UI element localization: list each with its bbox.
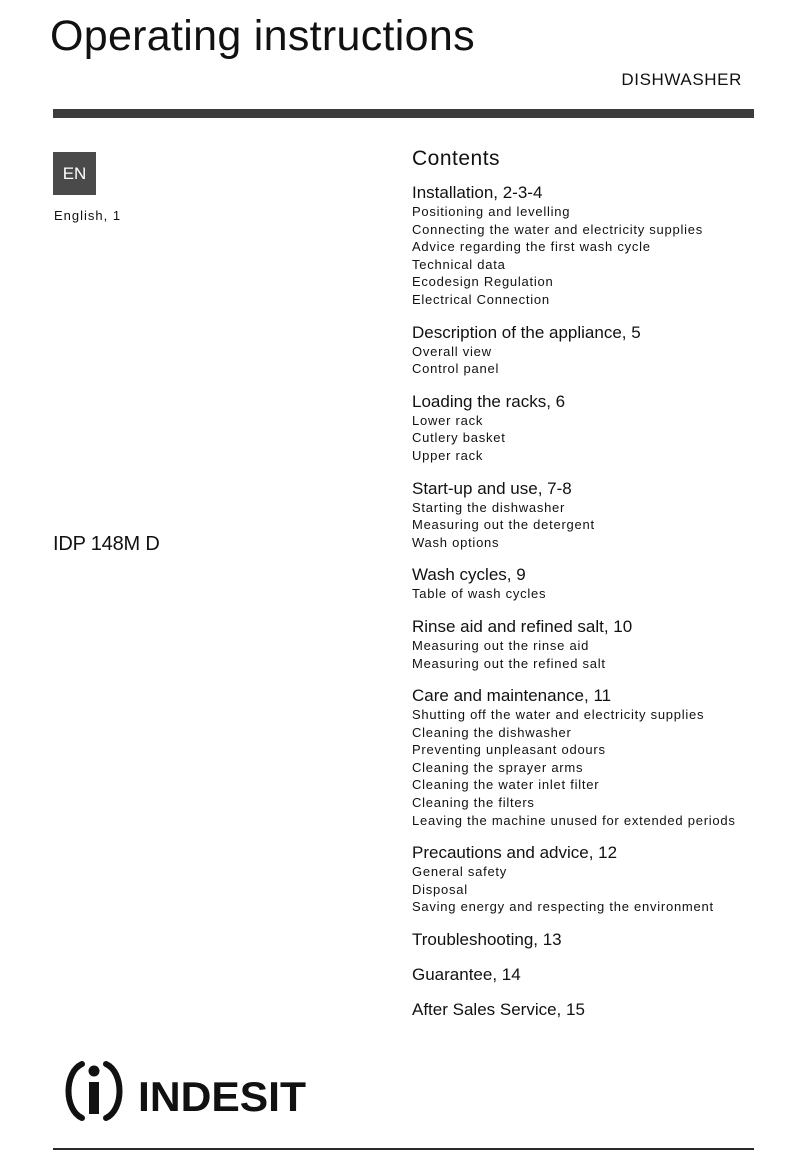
contents-subsection-item: Measuring out the refined salt — [412, 655, 606, 671]
contents-section-title: Guarantee, 14 — [412, 965, 521, 985]
contents-subsection-item: Shutting off the water and electricity supplies — [412, 707, 705, 723]
contents-section-title: Rinse aid and refined salt, 10 — [412, 616, 633, 636]
contents-subsection-list — [412, 637, 757, 672]
model-number: IDP 148M D — [53, 533, 160, 555]
contents-subsection-list — [412, 585, 757, 603]
contents-subsection-list — [412, 412, 757, 465]
contents-subsection-item: Advice regarding the first wash cycle — [412, 239, 651, 255]
contents-subsection-item: Disposal — [412, 881, 468, 897]
document-title: Operating instructions — [50, 12, 475, 60]
contents-subsection-item: Table of wash cycles — [412, 586, 547, 602]
contents-subsection-item: Technical data — [412, 256, 506, 272]
contents-section-title: Care and maintenance, 11 — [412, 686, 612, 706]
footer-divider — [53, 1148, 754, 1150]
contents-section — [412, 182, 757, 309]
contents-subsection-list — [412, 203, 757, 309]
contents-section — [412, 616, 757, 672]
contents-subsection-item: Starting the dishwasher — [412, 499, 566, 515]
contents-subsection-list — [412, 343, 757, 378]
contents-section-title: Loading the racks, 6 — [412, 391, 566, 411]
contents-section — [412, 478, 757, 552]
contents-section-title: Precautions and advice, 12 — [412, 843, 618, 863]
contents-subsection-item: Cleaning the water inlet filter — [412, 777, 600, 793]
contents-subsection-item: Cleaning the filters — [412, 795, 535, 811]
contents-section-title: Description of the appliance, 5 — [412, 322, 641, 342]
contents-subsection-item: Lower rack — [412, 412, 484, 428]
contents-section-title: Installation, 2-3-4 — [412, 183, 543, 202]
indesit-logo-stem-icon — [89, 1082, 99, 1114]
contents-section-title: Wash cycles, 9 — [412, 565, 526, 585]
contents-subsection-list — [412, 863, 757, 916]
contents-subsection-item: Overall view — [412, 343, 492, 359]
contents-section — [412, 929, 757, 950]
contents-subsection-list — [412, 706, 757, 829]
contents-subsection-item: Leaving the machine unused for extended periods — [412, 812, 736, 828]
contents-section — [412, 391, 757, 465]
language-page-reference: English, 1 — [54, 208, 122, 223]
contents-section — [412, 842, 757, 916]
contents-subsection-item: Saving energy and respecting the environment — [412, 899, 714, 915]
contents-section-title: Start-up and use, 7-8 — [412, 478, 572, 498]
contents-subsection-item: Measuring out the detergent — [412, 517, 595, 533]
contents-subsection-item: Measuring out the rinse aid — [412, 637, 590, 653]
contents-section — [412, 564, 757, 603]
header-divider — [53, 109, 754, 118]
contents-subsection-item: Cleaning the sprayer arms — [412, 759, 584, 775]
contents-subsection-item: Preventing unpleasant odours — [412, 742, 606, 758]
contents-sections — [412, 182, 757, 1020]
contents-section — [412, 322, 757, 378]
contents-subsection-item: Upper rack — [412, 447, 484, 463]
indesit-logo-dot-icon — [89, 1066, 100, 1077]
language-badge: EN — [53, 152, 96, 195]
contents-subsection-item: Ecodesign Regulation — [412, 274, 554, 290]
table-of-contents — [412, 146, 757, 1034]
contents-subsection-list — [412, 499, 757, 552]
contents-subsection-item: Control panel — [412, 361, 500, 377]
contents-section — [412, 964, 757, 985]
contents-subsection-item: General safety — [412, 864, 508, 880]
document-subtitle: DISHWASHER — [621, 70, 742, 89]
brand-wordmark: INDESIT — [138, 1073, 307, 1120]
contents-subsection-item: Connecting the water and electricity supplies — [412, 221, 704, 237]
contents-section — [412, 999, 757, 1020]
indesit-logo — [60, 1058, 310, 1124]
contents-section — [412, 685, 757, 829]
contents-section-title: After Sales Service, 15 — [412, 1000, 585, 1020]
contents-subsection-item: Positioning and levelling — [412, 204, 571, 219]
contents-heading: Contents — [412, 147, 501, 170]
contents-subsection-item: Wash options — [412, 534, 500, 550]
contents-subsection-item: Electrical Connection — [412, 291, 550, 307]
contents-subsection-item: Cutlery basket — [412, 430, 506, 446]
contents-section-title: Troubleshooting, 13 — [412, 930, 562, 950]
contents-subsection-item: Cleaning the dishwasher — [412, 724, 572, 740]
